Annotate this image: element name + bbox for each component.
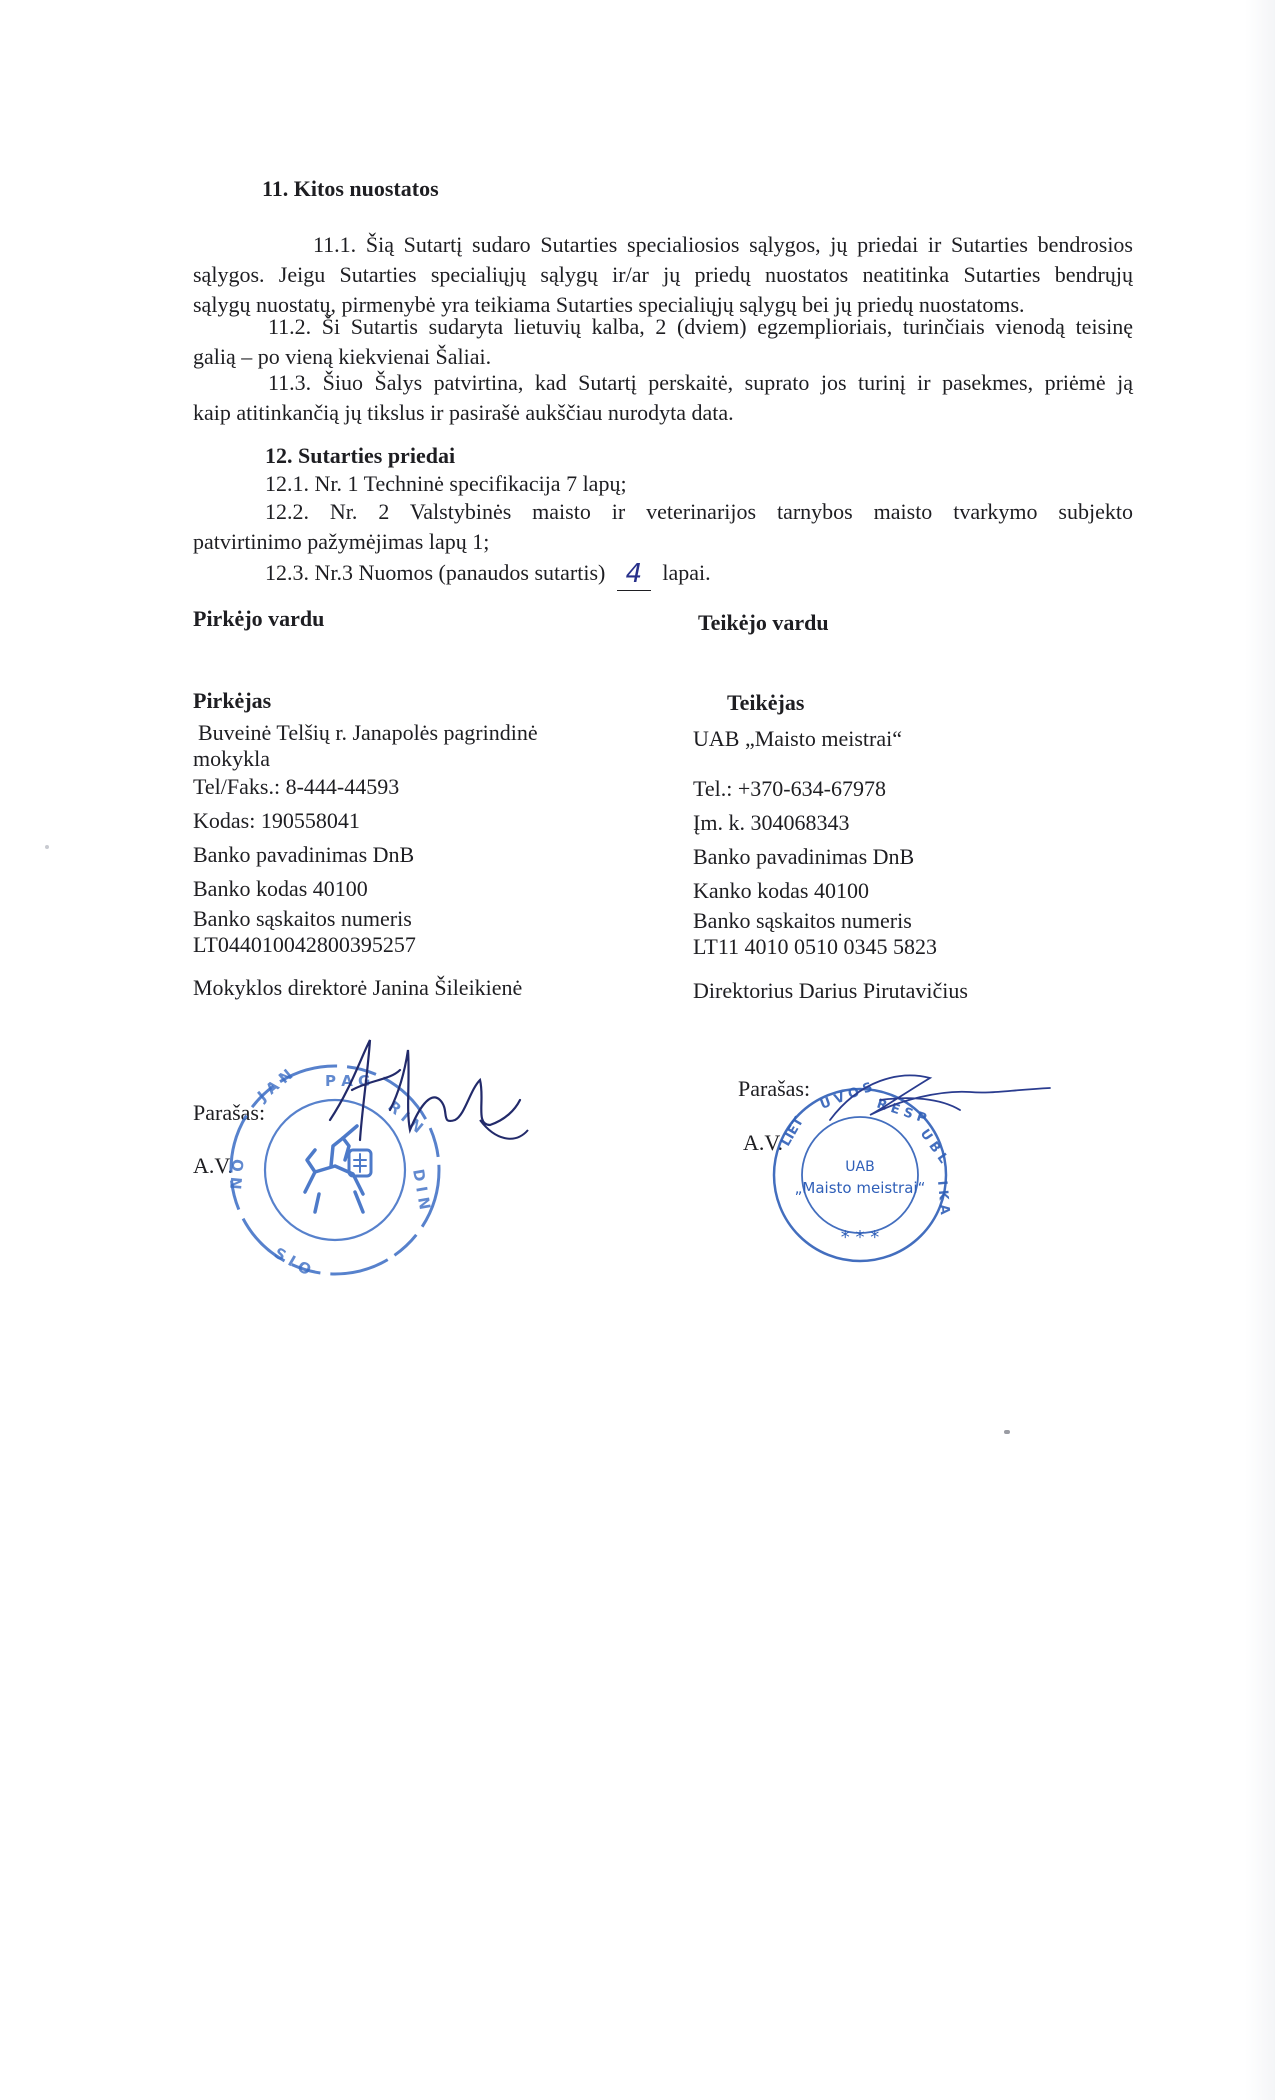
supplier-bank-code: Kanko kodas 40100 <box>693 878 869 903</box>
supplier-stamp-uab: UAB <box>845 1159 875 1175</box>
supplier-signature <box>820 1060 1060 1140</box>
clause-11-1 <box>193 230 1133 320</box>
scan-speck <box>45 845 49 849</box>
svg-text:N O: N O <box>227 1158 248 1191</box>
buyer-account-number: LT044010042800395257 <box>193 932 416 957</box>
supplier-stamp-name: „Maisto meistrai“ <box>794 1179 926 1197</box>
clause-line: 11.1. Šią Sutartį sudaro Sutarties specialiosios sąlygos, jų priedai ir Sutarties bendrosios <box>313 232 1133 257</box>
clause-line: galią – po vieną kiekvienai Šaliai. <box>193 344 492 369</box>
supplier-account-number: LT11 4010 0510 0345 5823 <box>693 934 938 959</box>
annex-12-2 <box>193 497 1133 557</box>
scan-edge-shadow <box>1245 0 1275 2100</box>
clause-line: sąlygų nuostatų, pirmenybė yra teikiama Sutarties specialiųjų sąlygų bei jų priedų nuostatoms. <box>193 292 1025 317</box>
section-11-heading: 11. Kitos nuostatos <box>262 176 439 201</box>
section-12-heading: 12. Sutarties priedai <box>265 443 456 468</box>
svg-text:S I O: S I O <box>271 1243 315 1280</box>
scan-speck <box>1004 1430 1010 1434</box>
supplier-company-code: Įm. k. 304068343 <box>693 810 850 835</box>
buyer-on-behalf: Pirkėjo vardu <box>193 606 325 631</box>
supplier-account-label: Banko sąskaitos numeris <box>693 908 912 933</box>
clause-line: kaip atitinkančią jų tikslus ir pasirašė aukščiau nurodyta data. <box>193 400 734 425</box>
svg-text:J A N: J A N <box>254 1065 297 1106</box>
clause-11-3 <box>193 368 1133 428</box>
annex-12-3 <box>265 557 711 589</box>
buyer-phone: Tel/Faks.: 8-444-44593 <box>193 774 400 799</box>
supplier-signature-label: Parašas: <box>738 1076 811 1101</box>
supplier-bank-name: Banko pavadinimas DnB <box>693 844 915 869</box>
stars-icon: * * * <box>840 1227 880 1248</box>
clause-line: 11.2. Ši Sutartis sudaryta lietuvių kalba, 2 (dviem) egzemplioriais, turinčiais vienodą teisinę <box>268 314 1133 339</box>
buyer-address-line2: mokykla <box>193 746 270 771</box>
buyer-director: Mokyklos direktorė Janina Šileikienė <box>193 975 523 1000</box>
handwritten-page-count <box>617 559 651 591</box>
supplier-on-behalf: Teikėjo vardu <box>698 610 829 635</box>
buyer-stamp-label: A.V. <box>193 1153 233 1178</box>
annex-12-1: 12.1. Nr. 1 Techninė specifikacija 7 lapų; <box>265 471 627 496</box>
svg-text:LIET: LIET <box>778 1114 807 1149</box>
clause-line: 11.3. Šiuo Šalys patvirtina, kad Sutartį perskaitė, suprato jos turinį ir pasekmes, priėmė ją <box>268 370 1133 395</box>
svg-text:U B L: U B L <box>916 1126 951 1167</box>
supplier-director: Direktorius Darius Pirutavičius <box>693 978 968 1003</box>
svg-text:U V O S: U V O S <box>818 1079 875 1113</box>
buyer-signature <box>290 1030 530 1160</box>
svg-text:P A G: P A G <box>325 1072 371 1090</box>
buyer-code: Kodas: 190558041 <box>193 808 360 833</box>
clause-11-2 <box>193 312 1133 372</box>
buyer-account-label: Banko sąskaitos numeris <box>193 906 412 931</box>
supplier-company: UAB „Maisto meistrai“ <box>693 726 902 751</box>
annex-line: 12.2. Nr. 2 Valstybinės maisto ir veterinarijos tarnybos maisto tvarkymo subjekto <box>265 499 1133 524</box>
svg-text:R E S P: R E S P <box>874 1096 929 1127</box>
annex-line: patvirtinimo pažymėjimas lapų 1; <box>193 529 490 554</box>
supplier-title: Teikėjas <box>727 690 805 715</box>
svg-text:D I N: D I N <box>409 1167 434 1212</box>
buyer-address: Buveinė Telšių r. Janapolės pagrindinė <box>198 720 538 745</box>
annex-12-3-text: 12.3. Nr.3 Nuomos (panaudos sutartis) <box>265 560 606 585</box>
buyer-signature-label: Parašas: <box>193 1100 266 1125</box>
supplier-phone: Tel.: +370-634-67978 <box>693 776 886 801</box>
annex-12-3-suffix: lapai. <box>662 560 711 585</box>
buyer-title: Pirkėjas <box>193 688 272 713</box>
svg-text:R I N: R I N <box>384 1097 427 1137</box>
buyer-bank-name: Banko pavadinimas DnB <box>193 842 415 867</box>
svg-text:I K A: I K A <box>934 1180 952 1216</box>
handwritten-page-count-value: 4 <box>625 559 643 589</box>
clause-line: sąlygos. Jeigu Sutarties specialiųjų sąlygų ir/ar jų priedų nuostatos neatitinka Sutarties bendrųjų <box>193 262 1133 287</box>
supplier-stamp-label: A.V. <box>743 1130 783 1155</box>
buyer-bank-code: Banko kodas 40100 <box>193 876 368 901</box>
